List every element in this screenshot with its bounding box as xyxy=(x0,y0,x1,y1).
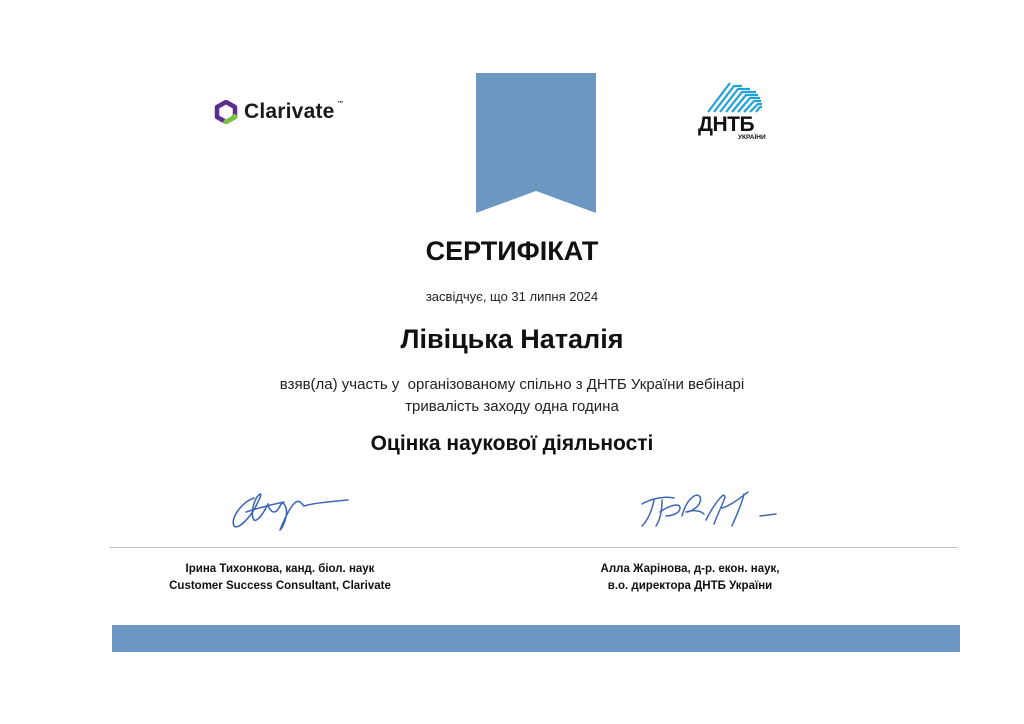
recipient-name: Лівіцька Наталія xyxy=(400,324,624,354)
ribbon-decoration xyxy=(476,73,596,215)
clarivate-name: Clarivate xyxy=(244,100,335,123)
trademark-symbol: ™ xyxy=(337,101,344,107)
certificate-title: СЕРТИФІКАТ xyxy=(425,236,599,266)
right-signer-name: Алла Жарінова, д-р. екон. наук, xyxy=(600,563,780,575)
event-duration: тривалість заходу одна година xyxy=(405,398,619,415)
signature-divider xyxy=(110,547,958,548)
clarivate-mark-icon xyxy=(214,100,238,124)
left-signer-name: Ірина Тихонкова, канд. біол. наук xyxy=(185,563,375,575)
left-signer-block xyxy=(140,561,420,595)
footer-bar xyxy=(112,625,960,652)
right-signer-block xyxy=(550,561,830,595)
left-signer-position: Customer Success Consultant, Clarivate xyxy=(169,580,391,592)
clarivate-logo xyxy=(214,96,344,128)
participation-statement: взяв(ла) участь у організованому спільно з ДНТБ України вебінарі xyxy=(279,376,745,393)
right-signer-position: в.о. директора ДНТБ України xyxy=(607,580,773,592)
dntb-wordmark: ДНТБ xyxy=(698,113,755,136)
dntb-subtitle: УКРАЇНИ xyxy=(738,134,766,141)
dntb-logo xyxy=(694,80,784,146)
left-signature xyxy=(224,484,354,534)
event-title: Оцінка наукової діяльності xyxy=(370,432,654,455)
right-signature xyxy=(636,486,786,536)
clarivate-wordmark xyxy=(244,100,344,124)
certifies-date-line: засвідчує, що 31 липня 2024 xyxy=(425,289,599,304)
